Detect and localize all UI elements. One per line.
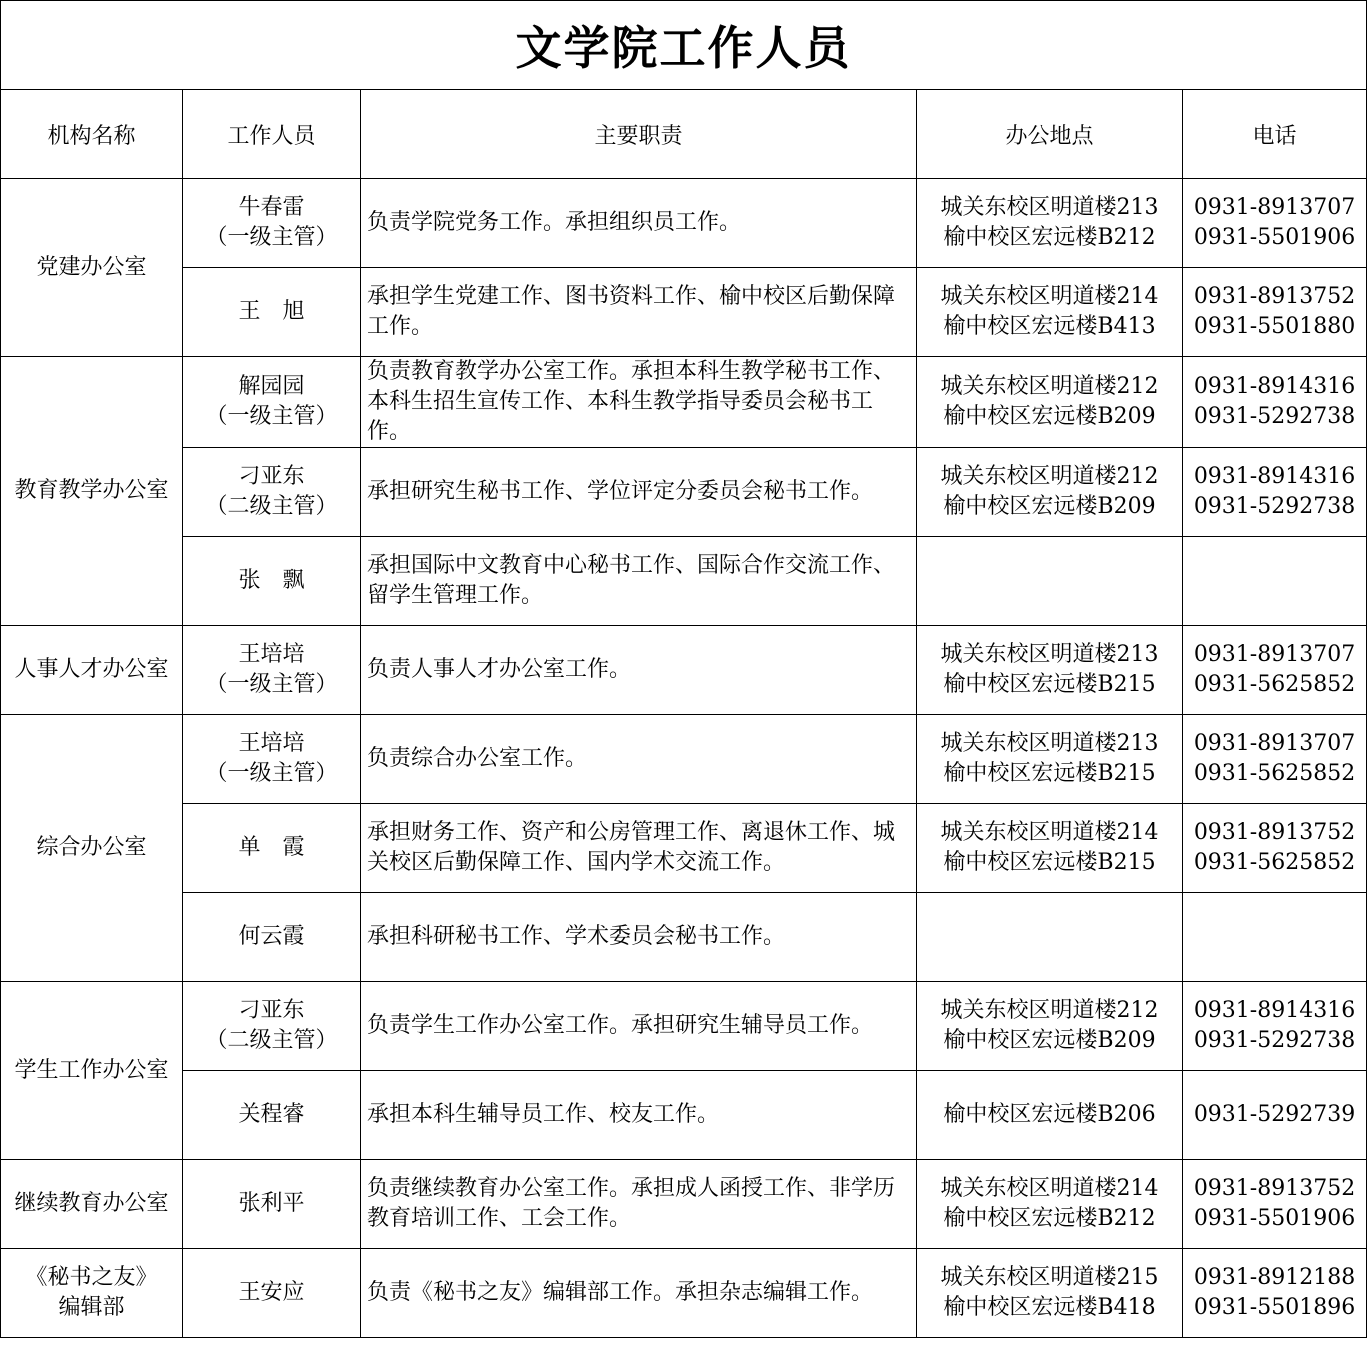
header-org: 机构名称 [1, 90, 183, 179]
staff-name: 何云霞 [238, 924, 305, 949]
phone-line: 0931-5292738 [1193, 1028, 1356, 1053]
table-row [1, 982, 1367, 1071]
phone-line: 0931-8914316 [1193, 374, 1356, 399]
staff-name: 王培培 [238, 731, 305, 756]
staff-cell [183, 1249, 361, 1338]
staff-cell [183, 804, 361, 893]
table-row [1, 626, 1367, 715]
org-cell: 人事人才办公室 [1, 626, 183, 715]
phone-cell [1183, 179, 1367, 268]
location-cell [917, 982, 1183, 1071]
phone-line: 0931-5625852 [1193, 850, 1356, 875]
phone-cell [1183, 268, 1367, 357]
location-cell [917, 893, 1183, 982]
phone-cell [1183, 626, 1367, 715]
location-cell [917, 268, 1183, 357]
org-cell: 教育教学办公室 [1, 357, 183, 626]
phone-cell [1183, 1071, 1367, 1160]
header-location: 办公地点 [917, 90, 1183, 179]
duty-cell: 承担研究生秘书工作、学位评定分委员会秘书工作。 [361, 448, 917, 537]
staff-name: 张利平 [238, 1191, 305, 1216]
staff-name: 关程睿 [238, 1102, 305, 1127]
location-cell [917, 1160, 1183, 1249]
phone-line: 0931-5625852 [1193, 761, 1356, 786]
phone-line: 0931-5292739 [1193, 1102, 1356, 1127]
staff-rank: （一级主管） [205, 225, 338, 250]
table-row [1, 537, 1367, 626]
duty-cell: 负责学生工作办公室工作。承担研究生辅导员工作。 [361, 982, 917, 1071]
location-line: 城关东校区明道楼212 [940, 374, 1159, 399]
table-row [1, 179, 1367, 268]
location-line: 榆中校区宏远楼B215 [943, 672, 1156, 697]
table-row [1, 1160, 1367, 1249]
staff-cell [183, 1071, 361, 1160]
staff-rank: （一级主管） [205, 761, 338, 786]
phone-line: 0931-8913707 [1193, 195, 1356, 220]
table-row [1, 893, 1367, 982]
staff-rank: （一级主管） [205, 672, 338, 697]
staff-cell [183, 537, 361, 626]
staff-rank: （二级主管） [205, 494, 338, 519]
org-cell: 党建办公室 [1, 179, 183, 357]
staff-name: 刁亚东 [238, 464, 305, 489]
duty-cell: 承担财务工作、资产和公房管理工作、离退休工作、城关校区后勤保障工作、国内学术交流工作。 [361, 804, 917, 893]
duty-cell: 负责学院党务工作。承担组织员工作。 [361, 179, 917, 268]
staff-name: 王培培 [238, 642, 305, 667]
phone-cell [1183, 448, 1367, 537]
staff-name: 牛春雷 [238, 195, 305, 220]
phone-line: 0931-5501880 [1193, 314, 1356, 339]
table-row [1, 804, 1367, 893]
location-line: 榆中校区宏远楼B209 [943, 494, 1156, 519]
location-cell [917, 626, 1183, 715]
org-cell: 继续教育办公室 [1, 1160, 183, 1249]
phone-cell [1183, 804, 1367, 893]
phone-cell [1183, 982, 1367, 1071]
staff-cell [183, 268, 361, 357]
location-cell [917, 1249, 1183, 1338]
phone-line: 0931-5292738 [1193, 404, 1356, 429]
phone-cell [1183, 715, 1367, 804]
phone-line: 0931-8914316 [1193, 464, 1356, 489]
location-cell [917, 804, 1183, 893]
staff-name: 张 飘 [238, 568, 305, 593]
staff-rank: （一级主管） [205, 404, 338, 429]
phone-line: 0931-8913707 [1193, 731, 1356, 756]
staff-name: 解园园 [238, 374, 305, 399]
location-line: 城关东校区明道楼213 [940, 731, 1159, 756]
phone-line: 0931-8913752 [1193, 820, 1356, 845]
staff-cell [183, 982, 361, 1071]
duty-cell: 承担学生党建工作、图书资料工作、榆中校区后勤保障工作。 [361, 268, 917, 357]
staff-name: 单 霞 [238, 835, 305, 860]
location-line: 城关东校区明道楼213 [940, 195, 1159, 220]
table-row [1, 715, 1367, 804]
header-staff: 工作人员 [183, 90, 361, 179]
phone-line: 0931-5501896 [1193, 1295, 1356, 1320]
staff-name: 刁亚东 [238, 998, 305, 1023]
duty-cell: 负责《秘书之友》编辑部工作。承担杂志编辑工作。 [361, 1249, 917, 1338]
table-row [1, 1249, 1367, 1338]
staff-cell [183, 715, 361, 804]
location-line: 城关东校区明道楼215 [940, 1265, 1159, 1290]
duty-cell: 负责人事人才办公室工作。 [361, 626, 917, 715]
phone-cell [1183, 893, 1367, 982]
staff-cell [183, 448, 361, 537]
location-line: 榆中校区宏远楼B212 [943, 1206, 1156, 1231]
phone-cell [1183, 357, 1367, 448]
location-cell [917, 537, 1183, 626]
org-cell: 学生工作办公室 [1, 982, 183, 1160]
staff-cell [183, 893, 361, 982]
table-row [1, 448, 1367, 537]
duty-cell: 负责教育教学办公室工作。承担本科生教学秘书工作、本科生招生宣传工作、本科生教学指导委员会秘书工作。 [361, 357, 917, 448]
location-line: 城关东校区明道楼212 [940, 998, 1159, 1023]
phone-cell [1183, 537, 1367, 626]
location-line: 榆中校区宏远楼B212 [943, 225, 1156, 250]
location-line: 榆中校区宏远楼B209 [943, 1028, 1156, 1053]
phone-line: 0931-5625852 [1193, 672, 1356, 697]
location-cell [917, 1071, 1183, 1160]
location-cell [917, 448, 1183, 537]
duty-cell: 承担本科生辅导员工作、校友工作。 [361, 1071, 917, 1160]
location-cell [917, 715, 1183, 804]
table-row [1, 357, 1367, 448]
header-phone: 电话 [1183, 90, 1367, 179]
location-line: 榆中校区宏远楼B413 [943, 314, 1156, 339]
org-cell: 综合办公室 [1, 715, 183, 982]
location-line: 榆中校区宏远楼B418 [943, 1295, 1156, 1320]
org-cell [1, 1249, 183, 1338]
duty-cell: 负责继续教育办公室工作。承担成人函授工作、非学历教育培训工作、工会工作。 [361, 1160, 917, 1249]
staff-name: 王安应 [238, 1280, 305, 1305]
duty-cell: 承担国际中文教育中心秘书工作、国际合作交流工作、留学生管理工作。 [361, 537, 917, 626]
location-line: 榆中校区宏远楼B215 [943, 761, 1156, 786]
location-line: 榆中校区宏远楼B206 [943, 1102, 1156, 1127]
phone-cell [1183, 1249, 1367, 1338]
staff-rank: （二级主管） [205, 1028, 338, 1053]
phone-cell [1183, 1160, 1367, 1249]
phone-line: 0931-8913752 [1193, 1176, 1356, 1201]
duty-cell: 承担科研秘书工作、学术委员会秘书工作。 [361, 893, 917, 982]
org-line: 《秘书之友》 [25, 1265, 158, 1290]
table-row [1, 268, 1367, 357]
location-line: 城关东校区明道楼213 [940, 642, 1159, 667]
phone-line: 0931-8913707 [1193, 642, 1356, 667]
phone-line: 0931-5292738 [1193, 494, 1356, 519]
phone-line: 0931-5501906 [1193, 1206, 1356, 1231]
phone-line: 0931-8914316 [1193, 998, 1356, 1023]
location-line: 城关东校区明道楼214 [940, 1176, 1159, 1201]
page-title: 文学院工作人员 [1, 1, 1367, 90]
phone-line: 0931-8912188 [1193, 1265, 1356, 1290]
location-cell [917, 179, 1183, 268]
location-line: 城关东校区明道楼212 [940, 464, 1159, 489]
staff-cell [183, 626, 361, 715]
phone-line: 0931-8913752 [1193, 284, 1356, 309]
location-line: 榆中校区宏远楼B215 [943, 850, 1156, 875]
staff-name: 王 旭 [238, 299, 305, 324]
location-line: 榆中校区宏远楼B209 [943, 404, 1156, 429]
duty-cell: 负责综合办公室工作。 [361, 715, 917, 804]
staff-cell [183, 1160, 361, 1249]
location-line: 城关东校区明道楼214 [940, 820, 1159, 845]
staff-cell [183, 179, 361, 268]
table-row [1, 1071, 1367, 1160]
phone-line: 0931-5501906 [1193, 225, 1356, 250]
header-duty: 主要职责 [361, 90, 917, 179]
staff-cell [183, 357, 361, 448]
location-cell [917, 357, 1183, 448]
location-line: 城关东校区明道楼214 [940, 284, 1159, 309]
org-line: 编辑部 [58, 1295, 125, 1320]
